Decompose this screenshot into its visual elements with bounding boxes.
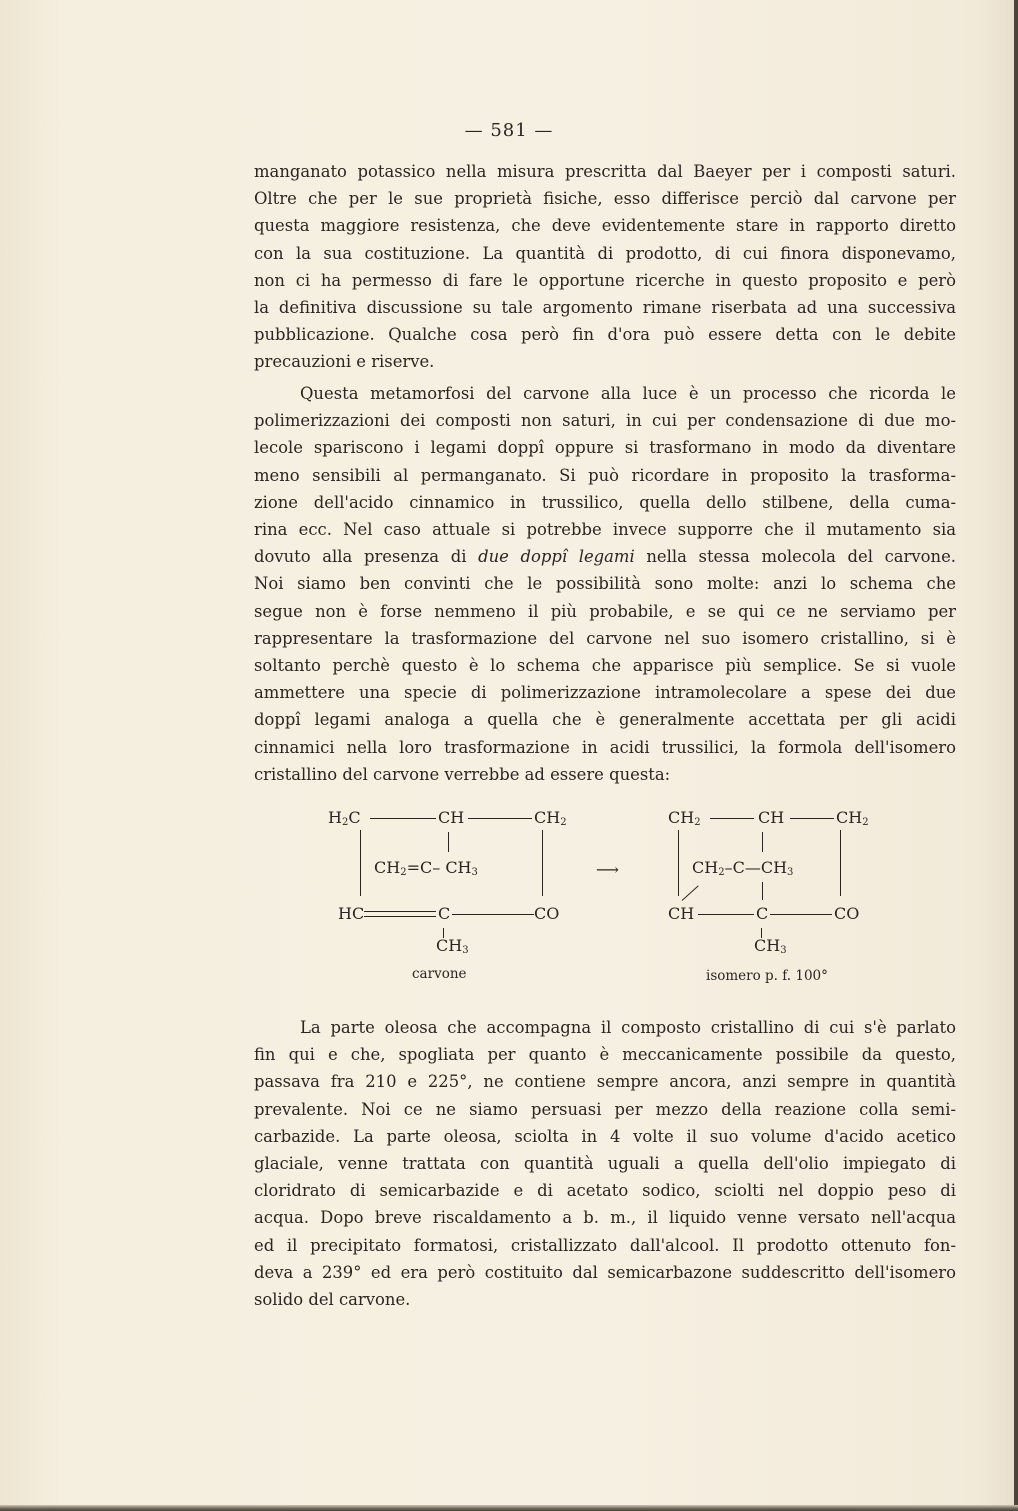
text-line: precauzioni e riserve. bbox=[254, 352, 435, 372]
reaction-arrow: ⟶ bbox=[596, 860, 619, 879]
text-line: rappresentare la trasformazione del carvone nel suo isomero cristallino, si è bbox=[254, 628, 956, 648]
isomer-bottom-right: CO bbox=[834, 904, 860, 923]
text-line: doppî legami analoga a quella che è generalmente accettata per gli acidi bbox=[254, 710, 956, 730]
text-line: solido del carvone. bbox=[254, 1290, 411, 1310]
paragraph-1 bbox=[254, 158, 956, 376]
text-line: ammettere una specie di polimerizzazione intramolecolare a spese dei due bbox=[254, 683, 956, 703]
text-line: soltanto perchè questo è lo schema che apparisce più semplice. Se si vuole bbox=[254, 656, 956, 676]
text-line: glaciale, venne trattata con quantità uguali a quella dell'olio impiegato di bbox=[254, 1154, 956, 1174]
text-line: carbazide. La parte oleosa, sciolta in 4 volte il suo volume d'acido acetico bbox=[254, 1126, 956, 1146]
italic-phrase: due doppî legami bbox=[478, 547, 635, 567]
bond-line bbox=[770, 914, 832, 915]
bond-line bbox=[762, 882, 763, 900]
bond-line bbox=[452, 914, 534, 915]
text-line: passava fra 210 e 225°, ne contiene sempre ancora, anzi sempre in quantità bbox=[254, 1072, 956, 1092]
text-run: nella stessa molecola del carvone. bbox=[634, 547, 956, 567]
text-line: La parte oleosa che accompagna il composto cristallino di cui s'è parlato bbox=[300, 1018, 956, 1037]
bond-line bbox=[698, 914, 754, 915]
bond-line bbox=[542, 830, 543, 896]
text-line: con la sua costituzione. La quantità di prodotto, di cui finora disponevamo, bbox=[254, 243, 956, 263]
structural-formula-diagram bbox=[320, 808, 900, 988]
isomer-caption: isomero p. f. 100° bbox=[706, 968, 828, 984]
isomer-top-mid: CH bbox=[758, 808, 785, 827]
isomer-top-left: $CH_2$ bbox=[668, 808, 701, 828]
bond-line bbox=[360, 830, 361, 896]
text-line: lecole spariscono i legami doppî oppure si trasformano in modo da diventare bbox=[254, 438, 956, 458]
double-bond bbox=[364, 911, 436, 917]
carvone-bottom-mid: C bbox=[438, 904, 451, 923]
text-line: la definitiva discussione su tale argomento rimane riserbata ad una successiva bbox=[254, 298, 956, 318]
bond-line bbox=[448, 832, 449, 852]
carvone-bottom-left: HC bbox=[338, 904, 365, 923]
text-line: pubblicazione. Qualche cosa però fin d'ora può essere detta con le debite bbox=[254, 325, 956, 345]
bond-line bbox=[370, 818, 436, 819]
text-line: prevalente. Noi ce ne siamo persuasi per mezzo della reazione colla semi- bbox=[254, 1099, 956, 1119]
bond-line bbox=[790, 818, 834, 819]
page-edge-bottom bbox=[0, 1505, 1018, 1511]
text-run: dovuto alla presenza di bbox=[254, 547, 479, 567]
text-line: Oltre che per le sue proprietà fisiche, esso differisce perciò dal carvone per bbox=[254, 189, 956, 209]
carvone-top-mid: CH bbox=[438, 808, 465, 827]
bond-line bbox=[710, 818, 754, 819]
isomer-bottom-left: CH bbox=[668, 904, 695, 923]
bond-line bbox=[682, 885, 699, 900]
bond-line bbox=[762, 832, 763, 852]
text-line: zione dell'acido cinnamico in trussilico, quella dello stilbene, della cuma- bbox=[254, 492, 956, 512]
text-line: Questa metamorfosi del carvone alla luce è un processo che ricorda le bbox=[300, 384, 956, 403]
text-line: Noi siamo ben convinti che le possibilità sono molte: anzi lo schema che bbox=[254, 574, 956, 594]
text-line-italic bbox=[254, 543, 956, 570]
carvone-top-right: $CH_2$ bbox=[534, 808, 567, 828]
text-line: cloridrato di semicarbazide e di acetato sodico, sciolti nel doppio peso di bbox=[254, 1181, 956, 1201]
bond-line bbox=[678, 830, 679, 896]
isomer-mid-group: $CH_2-C—CH_3$ bbox=[692, 858, 794, 878]
text-line: polimerizzazioni dei composti non saturi, in cui per condensazione di due mo- bbox=[254, 411, 956, 431]
bond-line bbox=[840, 830, 841, 896]
carvone-mid-group: $CH_2=C-$ $CH_3$ bbox=[374, 858, 478, 878]
text-line: manganato potassico nella misura prescritta dal Baeyer per i composti saturi. bbox=[254, 162, 956, 181]
carvone-methyl: $CH_3$ bbox=[436, 936, 469, 956]
paragraph-2 bbox=[254, 380, 956, 788]
text-line: deva a 239° ed era però costituito dal semicarbazone suddescritto dell'isomero bbox=[254, 1262, 956, 1282]
text-line: cinnamici nella loro trasformazione in acidi trussilici, la formola dell'isomero bbox=[254, 737, 956, 757]
page-number: — 581 — bbox=[464, 120, 554, 141]
text-line: rina ecc. Nel caso attuale si potrebbe invece supporre che il mutamento sia bbox=[254, 520, 956, 540]
carvone-caption: carvone bbox=[412, 966, 467, 982]
carvone-bottom-right: CO bbox=[534, 904, 560, 923]
page-edge-right bbox=[1014, 0, 1018, 1511]
isomer-bottom-mid: C bbox=[756, 904, 769, 923]
carvone-top-left: $H_2C$ bbox=[328, 808, 361, 828]
paragraph-3 bbox=[254, 1014, 956, 1313]
text-line: questa maggiore resistenza, che deve evidentemente stare in rapporto diretto bbox=[254, 216, 956, 236]
text-line: segue non è forse nemmeno il più probabile, e se qui ce ne serviamo per bbox=[254, 601, 956, 621]
text-line: cristallino del carvone verrebbe ad essere questa: bbox=[254, 764, 671, 784]
text-line: fin qui e che, spogliata per quanto è meccanicamente possibile da questo, bbox=[254, 1045, 956, 1065]
text-line: acqua. Dopo breve riscaldamento a b. m., il liquido venne versato nell'acqua bbox=[254, 1208, 956, 1228]
text-line: non ci ha permesso di fare le opportune ricerche in questo proposito e però bbox=[254, 270, 956, 290]
isomer-top-right: $CH_2$ bbox=[836, 808, 869, 828]
text-line: meno sensibili al permanganato. Si può ricordare in proposito la trasforma- bbox=[254, 465, 956, 485]
isomer-methyl: $CH_3$ bbox=[754, 936, 787, 956]
text-line: ed il precipitato formatosi, cristallizzato dall'alcool. Il prodotto ottenuto fon- bbox=[254, 1235, 956, 1255]
bond-line bbox=[468, 818, 532, 819]
